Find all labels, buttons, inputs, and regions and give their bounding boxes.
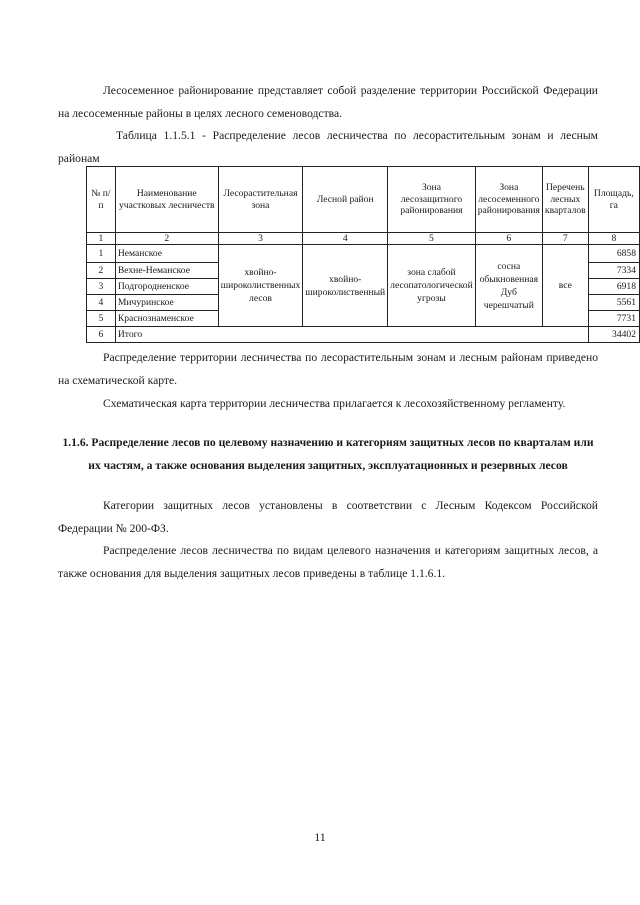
forestry-name: Подгородненское [115, 279, 218, 295]
forestry-name: Неманское [115, 245, 218, 263]
paragraph-map-attachment: Схематическая карта территории лесничества прилагается к лесохозяйственному регламенту. [103, 397, 566, 410]
column-number: 3 [218, 233, 303, 245]
column-number: 7 [542, 233, 588, 245]
row-number: 6 [87, 327, 116, 343]
header-cell: Перечень лесных кварталов [542, 167, 588, 233]
row-number: 1 [87, 245, 116, 263]
table-header-row [87, 167, 640, 233]
header-cell: Лесорастительная зона [218, 167, 303, 233]
area-value: 6858 [588, 245, 639, 263]
table-caption: Таблица 1.1.5.1 - Распределение лесов лесничества по лесорастительным зонам и лесным районам [58, 129, 598, 165]
column-number: 5 [388, 233, 476, 245]
row-number: 2 [87, 263, 116, 279]
table-row [87, 245, 640, 263]
column-number: 1 [87, 233, 116, 245]
table-total-row [87, 327, 640, 343]
area-value: 5561 [588, 295, 639, 311]
forestry-name: Краснознаменское [115, 311, 218, 327]
paragraph-map-reference: Распределение территории лесничества по лесорастительным зонам и лесным районам приведено на схематической карте. [58, 351, 598, 387]
paragraph-distribution-reference: Распределение лесов лесничества по видам целевого назначения и категориям защитных лесов, а также основания для выделения защитных лесов приведены в таблице 1.1.6.1. [58, 544, 598, 580]
paragraph-protective-categories: Категории защитных лесов установлены в соответствии с Лесным Кодексом Российской Федерации № 200-ФЗ. [58, 499, 598, 535]
total-area-value: 34402 [588, 327, 639, 343]
forest-distribution-table [86, 166, 640, 343]
header-cell: № п/п [87, 167, 116, 233]
row-number: 3 [87, 279, 116, 295]
row-number: 5 [87, 311, 116, 327]
column-number: 6 [475, 233, 542, 245]
column-number: 8 [588, 233, 639, 245]
merged-district-cell: хвойно-широколиственный [303, 245, 388, 327]
area-value: 7334 [588, 263, 639, 279]
row-number: 4 [87, 295, 116, 311]
header-cell: Зона лесосеменного районирования [475, 167, 542, 233]
area-value: 6918 [588, 279, 639, 295]
column-number-row [87, 233, 640, 245]
column-number: 2 [115, 233, 218, 245]
forestry-name: Мичуринское [115, 295, 218, 311]
merged-zone-cell: хвойно-широколиственных лесов [218, 245, 303, 327]
total-label: Итого [115, 327, 588, 343]
paragraph-seed-zoning: Лесосеменное районирование представляет собой разделение территории Российской Федерации на лесосеменные районы в целях лесного семеноводства. [58, 84, 598, 120]
column-number: 4 [303, 233, 388, 245]
page-number: 11 [314, 830, 326, 844]
header-cell: Площадь, га [588, 167, 639, 233]
merged-seed-zone-cell: сосна обыкновенная Дуб черешчатый [475, 245, 542, 327]
forestry-name: Вехне-Неманское [115, 263, 218, 279]
header-cell: Зона лесозащитного районирования [388, 167, 476, 233]
merged-quarters-cell: все [542, 245, 588, 327]
merged-protection-zone-cell: зона слабой лесопатологической угрозы [388, 245, 476, 327]
section-heading: 1.1.6. Распределение лесов по целевому назначению и категориям защитных лесов по кварталам или их частям, а также основания выделения защитных, эксплуатационных и резервных лесов [62, 436, 594, 472]
area-value: 7731 [588, 311, 639, 327]
header-cell: Лесной район [303, 167, 388, 233]
header-cell: Наименование участковых лесничеств [115, 167, 218, 233]
